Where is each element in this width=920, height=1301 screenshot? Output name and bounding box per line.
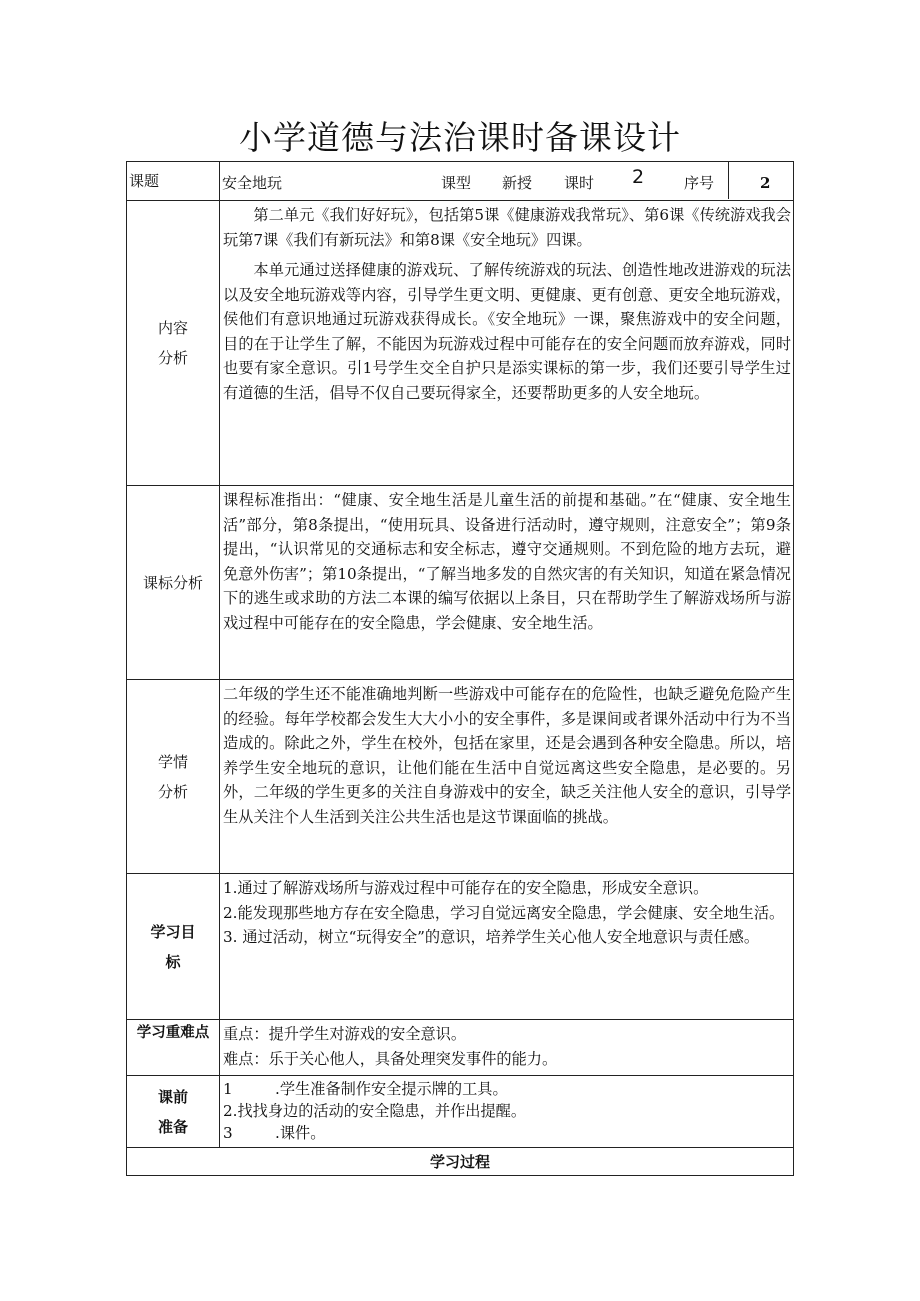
content-analysis-label-1: 内容	[157, 319, 188, 337]
learner-analysis-label-1: 学情	[157, 752, 188, 771]
content-paragraph-2: 本单元通过送择健康的游戏玩、了解传统游戏的玩法、创造性地改进游戏的玩法以及安全地玩游戏等内容，引导学生更文明、更健康、更有创意、更安全地玩游戏，侯他们有意识地通过玩游戏获得成长。《安全地玩》一课，聚焦游戏中的安全问题，目的在于让学生了解，不能因为玩游戏过程中可能存在的安全问题而放弃游戏，同时也要有家全意识。引1号学生交全自护只是添实课标的第一步，我们还要引导学生过有道德的生活，倡导不仅自己要玩得家全，还要帮助更多的人安全地玩。	[223, 261, 791, 402]
learner-analysis-label-2: 分析	[157, 782, 188, 801]
key-points-text	[220, 1020, 794, 1076]
learner-analysis-row	[127, 680, 794, 874]
objective-item: 3. 通过活动，树立“玩得安全”的意识，培养学生关心他人安全地意识与责任感。	[223, 928, 760, 946]
content-analysis-text	[220, 201, 794, 486]
objectives-list	[220, 874, 794, 1020]
key-points-row	[127, 1020, 794, 1076]
hours-value: 2	[632, 166, 645, 188]
preparation-label	[127, 1076, 220, 1148]
objective-item: 1.通过了解游戏场所与游戏过程中可能存在的安全隐患，形成安全意识。	[223, 879, 709, 897]
seq-divider	[728, 161, 730, 199]
standard-analysis-label: 课标分析	[127, 486, 220, 680]
preparation-item-1	[223, 1078, 791, 1100]
standard-analysis-row	[127, 486, 794, 680]
key-point: 重点：提升学生对游戏的安全意识。	[223, 1025, 466, 1043]
preparation-label-1: 课前	[157, 1087, 188, 1106]
type-value: 新授	[502, 174, 533, 192]
preparation-list	[220, 1076, 794, 1148]
preparation-item-2: 2.找找身边的活动的安全隐患，并作出提醒。	[223, 1102, 527, 1120]
objectives-row	[127, 874, 794, 1020]
objective-item: 2.能发现那些地方存在安全隐患，学习自觉远离安全隐患，学会健康、安全地生活。	[223, 903, 785, 922]
objectives-label-2: 标	[165, 952, 181, 971]
preparation-item-1-text: .学生准备制作安全提示牌的工具。	[275, 1080, 508, 1098]
lesson-plan-table	[126, 161, 794, 1176]
page-title: 小学道德与法治课时备课设计	[239, 118, 681, 157]
difficult-point: 难点：乐于关心他人，具备处理突发事件的能力。	[223, 1049, 558, 1068]
objectives-label	[127, 874, 220, 1020]
preparation-item-1-num: 1	[223, 1080, 233, 1098]
preparation-item-3-num: 3	[223, 1124, 233, 1142]
preparation-item-3-text: .课件。	[275, 1124, 326, 1142]
content-paragraph-1: 第二单元《我们好好玩》，包括第5课《健康游戏我常玩》、第6课《传统游戏我会玩第7课《我们有新玩法》和第8课《安全地玩》四课。	[223, 206, 791, 249]
learner-analysis-label	[127, 680, 220, 874]
topic-value: 安全地玩	[222, 174, 283, 192]
content-analysis-label	[127, 201, 220, 486]
type-label: 课型	[441, 174, 472, 192]
header-fields	[220, 162, 794, 201]
preparation-item-3	[223, 1122, 791, 1144]
standard-analysis-text: 课程标准指出：“健康、安全地生活是儿童生活的前提和基础。”在“健康、安全地生活”部分，第8条提出，“使用玩具、设备进行活动时，遵守规则，注意安全”；第9条提出，“认识常见的交通标志和安全标志，遵守交通规则。不到危险的地方去玩，避免意外伤害”；第10条提出，“了解当地多发的自然灾害的有关知识，知道在紧急情况下的逃生或求助的方法二本课的编写依据以上条目，只在帮助学生了解游戏场所与游戏过程中可能存在的安全隐患，学会健康、安全地生活。	[220, 486, 794, 680]
objectives-label-1: 学习目	[150, 922, 196, 941]
preparation-label-2: 准备	[157, 1117, 188, 1136]
key-points-label: 学习重难点	[127, 1020, 220, 1076]
topic-label: 课题	[127, 162, 220, 201]
process-row	[127, 1148, 794, 1176]
process-label: 学习过程	[127, 1148, 794, 1176]
content-analysis-row	[127, 201, 794, 486]
content-analysis-label-2: 分析	[157, 349, 188, 367]
seq-value: 2	[760, 174, 771, 192]
learner-analysis-text: 二年级的学生还不能准确地判断一些游戏中可能存在的危险性，也缺乏避免危险产生的经验。每年学校都会发生大大小小的安全事件，多是课间或者课外活动中行为不当造成的。除此之外，学生在校外，包括在家里，还是会遇到各种安全隐患。所以，培养学生安全地玩的意识，让他们能在生活中自觉远离这些安全隐患，是必要的。另外，二年级的学生更多的关注自身游戏中的安全，缺乏关注他人安全的意识，引导学生从关注个人生活到关注公共生活也是这节课面临的挑战。	[220, 680, 794, 874]
header-row	[127, 162, 794, 201]
preparation-row	[127, 1076, 794, 1148]
hours-label: 课时	[564, 174, 595, 192]
seq-label: 序号	[684, 174, 715, 192]
